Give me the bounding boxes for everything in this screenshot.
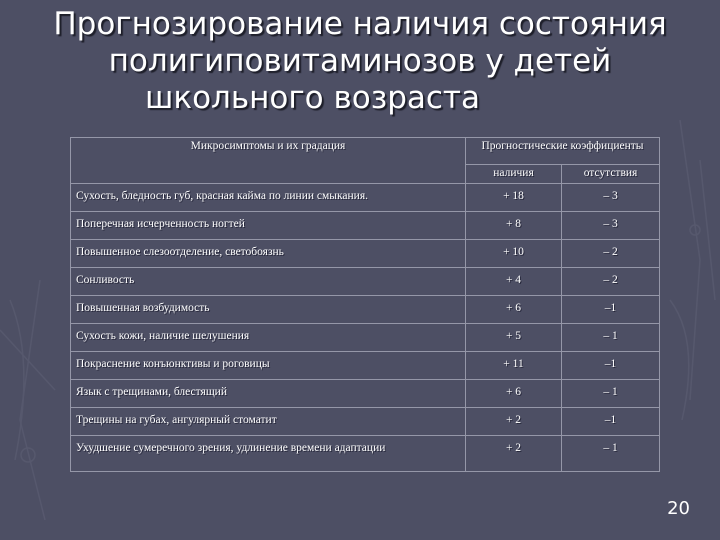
header-coefficients: Прогностические коэффициенты (466, 138, 660, 165)
presence-cell: + 8 (466, 212, 562, 240)
table-row (71, 352, 660, 380)
presence-cell: + 2 (466, 436, 562, 472)
coefficients-table (70, 137, 660, 472)
absence-cell: – 1 (562, 324, 660, 352)
presence-cell: + 11 (466, 352, 562, 380)
table-row (71, 240, 660, 268)
table-row (71, 408, 660, 436)
symptom-cell: Поперечная исчерченность ногтей (71, 212, 466, 240)
slide-title (0, 6, 720, 117)
page-number: 20 (667, 498, 690, 519)
absence-cell: –1 (562, 408, 660, 436)
table-row (71, 268, 660, 296)
header-absence: отсутствия (562, 165, 660, 184)
presence-cell: + 2 (466, 408, 562, 436)
table-row (71, 380, 660, 408)
presence-cell: + 6 (466, 380, 562, 408)
symptom-cell: Сухость кожи, наличие шелушения (71, 324, 466, 352)
symptom-cell: Трещины на губах, ангулярный стоматит (71, 408, 466, 436)
table-row (71, 184, 660, 212)
absence-cell: – 1 (562, 380, 660, 408)
presence-cell: + 4 (466, 268, 562, 296)
presence-cell: + 10 (466, 240, 562, 268)
presence-cell: + 5 (466, 324, 562, 352)
table-row (71, 436, 660, 472)
absence-cell: –1 (562, 352, 660, 380)
title-line-1: Прогнозирование наличия состояния (53, 6, 667, 42)
presence-cell: + 6 (466, 296, 562, 324)
absence-cell: – 3 (562, 212, 660, 240)
table-row (71, 324, 660, 352)
absence-cell: – 1 (562, 436, 660, 472)
title-line-3: школьного возраста (145, 80, 480, 116)
table-row (71, 296, 660, 324)
symptom-cell: Повышенное слезоотделение, светобоязнь (71, 240, 466, 268)
absence-cell: – 2 (562, 240, 660, 268)
absence-cell: – 2 (562, 268, 660, 296)
header-symptoms: Микросимптомы и их градация (71, 138, 466, 184)
symptom-cell: Покраснение конъюнктивы и роговицы (71, 352, 466, 380)
header-presence: наличия (466, 165, 562, 184)
table-row (71, 212, 660, 240)
symptom-cell: Сухость, бледность губ, красная кайма по линии смыкания. (71, 184, 466, 212)
absence-cell: – 3 (562, 184, 660, 212)
symptom-cell: Сонливость (71, 268, 466, 296)
absence-cell: –1 (562, 296, 660, 324)
title-line-2: полигиповитаминозов у детей (108, 43, 612, 79)
symptom-cell: Язык с трещинами, блестящий (71, 380, 466, 408)
symptom-cell: Повышенная возбудимость (71, 296, 466, 324)
table-header-row (71, 138, 660, 165)
presence-cell: + 18 (466, 184, 562, 212)
symptom-cell: Ухудшение сумеречного зрения, удлинение времени адаптации (71, 436, 466, 472)
